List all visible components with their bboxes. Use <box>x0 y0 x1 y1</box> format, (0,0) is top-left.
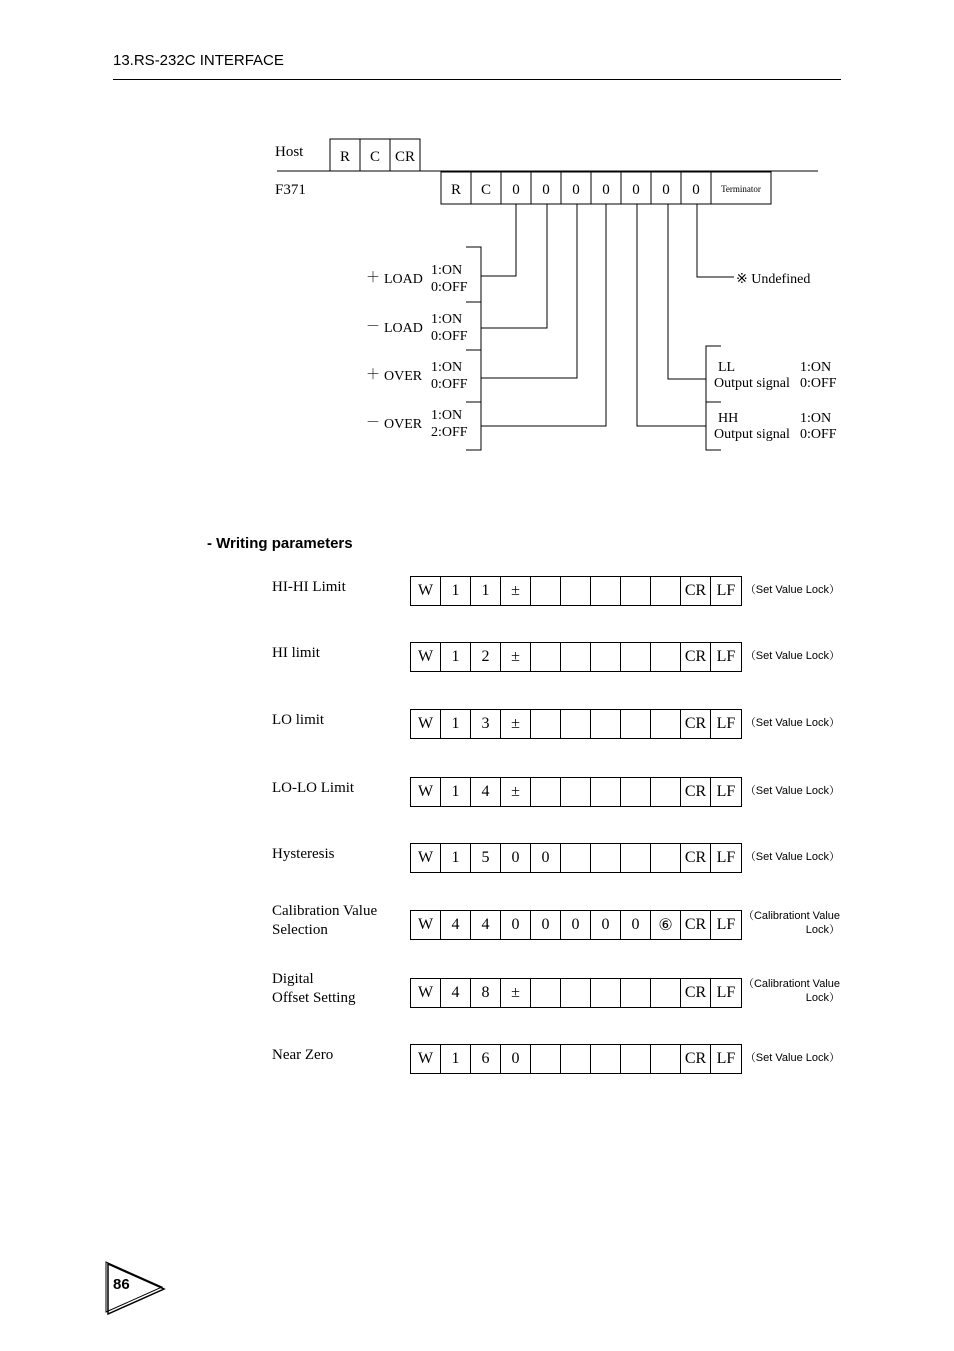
command-cell: W <box>411 577 441 605</box>
command-cell: 0 <box>591 911 621 939</box>
rc-command-diagram <box>0 0 954 520</box>
command-cell-row <box>410 978 742 1008</box>
command-cell <box>531 643 561 671</box>
left-item-sign: － <box>366 320 380 335</box>
command-cell <box>621 710 651 738</box>
row-label-line: Offset Setting <box>272 990 356 1006</box>
command-cell <box>651 979 681 1007</box>
command-cell <box>531 1045 561 1073</box>
connector-lines <box>466 204 734 450</box>
row-note <box>742 1051 840 1065</box>
command-cell <box>651 643 681 671</box>
row-note-line: （Set Value Lock） <box>744 650 840 662</box>
command-cell: LF <box>716 1050 736 1067</box>
command-cell <box>621 643 651 671</box>
command-cell <box>591 643 621 671</box>
command-cell: 4 <box>441 911 471 939</box>
row-label-line: Near Zero <box>272 1047 334 1063</box>
device-cells <box>441 172 771 204</box>
row-note-line: Lock） <box>805 924 840 936</box>
command-cell: LF <box>716 582 736 599</box>
command-cell-row <box>410 910 742 940</box>
bracket-left-1 <box>466 302 481 350</box>
connector-left-3 <box>481 204 606 426</box>
left-item-sign: － <box>366 416 380 431</box>
command-cell-row <box>410 709 742 739</box>
row-label <box>272 970 355 1008</box>
row-label-line: LO limit <box>272 712 325 728</box>
connector-undefined <box>697 204 734 277</box>
command-cell: 1 <box>441 577 471 605</box>
device-cell-text: R <box>450 182 462 198</box>
command-cell <box>561 1045 591 1073</box>
command-cell: W <box>411 979 441 1007</box>
terminator-label: Terminator <box>721 184 761 194</box>
command-cell: 3 <box>471 710 501 738</box>
command-cell <box>591 778 621 806</box>
command-cell: W <box>411 643 441 671</box>
right-item-sub: Output signal <box>714 427 790 442</box>
row-label-line: HI-HI Limit <box>272 579 346 595</box>
command-cell: 1 <box>441 778 471 806</box>
undefined-label: ※ Undefined <box>736 272 811 287</box>
command-cell: LF <box>716 916 736 933</box>
command-cell <box>621 1045 651 1073</box>
command-cell: 1 <box>471 577 501 605</box>
command-cell-row <box>410 777 742 807</box>
command-cell: ⑥ <box>651 911 681 939</box>
page-header-title: 13.RS-232C INTERFACE <box>113 52 284 69</box>
command-cell: CR <box>681 710 711 738</box>
command-cell: W <box>411 778 441 806</box>
row-note <box>742 850 840 864</box>
command-cell: LF <box>716 715 736 732</box>
command-cell-row <box>410 1044 742 1074</box>
command-cell: ± <box>501 979 531 1007</box>
row-label <box>272 711 324 730</box>
command-cell: 0 <box>621 911 651 939</box>
row-note-line: （Calibrationt Value <box>742 910 840 922</box>
command-cell: 1 <box>441 643 471 671</box>
row-note-line: Lock） <box>805 992 840 1004</box>
row-label <box>272 1046 333 1065</box>
command-cell: 0 <box>531 844 561 872</box>
command-cell: 6 <box>471 1045 501 1073</box>
command-cell <box>591 710 621 738</box>
command-cell <box>561 577 591 605</box>
right-item-off: 0:OFF <box>800 427 837 442</box>
command-cell <box>591 979 621 1007</box>
left-item-on: 1:ON <box>431 408 463 423</box>
command-cell <box>651 710 681 738</box>
row-note-line: （Set Value Lock） <box>744 1052 840 1064</box>
command-cell: 4 <box>441 979 471 1007</box>
command-cell: 0 <box>501 844 531 872</box>
command-cell-row <box>410 843 742 873</box>
command-cell <box>531 710 561 738</box>
device-cell-text: 0 <box>602 182 610 198</box>
command-cell <box>561 710 591 738</box>
right-item-name: LL <box>718 360 736 375</box>
command-cell: W <box>411 710 441 738</box>
row-note <box>742 909 840 937</box>
command-cell <box>591 1045 621 1073</box>
bracket-left-0 <box>466 247 481 302</box>
row-label-line: HI limit <box>272 645 320 661</box>
device-cell-text: 0 <box>662 182 670 198</box>
row-label <box>272 779 354 798</box>
command-cell: LF <box>716 648 736 665</box>
left-item-name: LOAD <box>384 321 423 336</box>
command-cell <box>561 844 591 872</box>
left-item-name: LOAD <box>384 272 423 287</box>
left-item-on: 1:ON <box>431 263 463 278</box>
command-cell <box>651 778 681 806</box>
row-note <box>742 716 840 730</box>
left-item-off: 0:OFF <box>431 280 468 295</box>
left-item-off: 0:OFF <box>431 377 468 392</box>
command-cell: CR <box>681 911 711 939</box>
left-item-sign: ＋ <box>366 271 380 286</box>
left-item-name: OVER <box>384 417 423 432</box>
row-label-line: Digital <box>272 971 314 987</box>
command-cell <box>651 1045 681 1073</box>
command-cell <box>531 979 561 1007</box>
row-note-line: （Set Value Lock） <box>744 584 840 596</box>
left-item-off: 0:OFF <box>431 329 468 344</box>
command-cell <box>561 979 591 1007</box>
command-cell: ± <box>501 577 531 605</box>
right-item-on: 1:ON <box>800 360 832 375</box>
command-cell: 0 <box>501 1045 531 1073</box>
command-cell: W <box>411 844 441 872</box>
device-cell-text: 0 <box>512 182 520 198</box>
row-label <box>272 578 346 597</box>
command-cell <box>591 577 621 605</box>
right-status-items <box>714 360 837 442</box>
connector-left-1 <box>481 204 547 328</box>
row-label-line: Calibration Value <box>272 903 378 919</box>
left-item-on: 1:ON <box>431 360 463 375</box>
command-cell: 1 <box>441 710 471 738</box>
command-cell: 4 <box>471 911 501 939</box>
bracket-left-3 <box>466 402 481 450</box>
left-item-sign: ＋ <box>366 368 380 383</box>
device-cell-text: 0 <box>572 182 580 198</box>
host-cells <box>330 139 420 171</box>
host-cell-text: R <box>339 149 351 165</box>
command-cell: 0 <box>561 911 591 939</box>
command-cell: 4 <box>471 778 501 806</box>
host-cell-text: C <box>369 149 381 165</box>
command-cell: CR <box>681 577 711 605</box>
command-cell: CR <box>681 643 711 671</box>
right-item-name: HH <box>718 411 739 426</box>
command-cell: CR <box>681 844 711 872</box>
right-item-off: 0:OFF <box>800 376 837 391</box>
command-cell: ± <box>501 643 531 671</box>
command-cell: 2 <box>471 643 501 671</box>
left-status-items <box>366 263 468 440</box>
row-note-line: （Set Value Lock） <box>744 851 840 863</box>
command-cell: CR <box>681 1045 711 1073</box>
device-cell-text: C <box>480 182 492 198</box>
device-cell-text: 0 <box>692 182 700 198</box>
device-cell-text: 0 <box>632 182 640 198</box>
connector-left-2 <box>481 204 577 378</box>
command-cell <box>531 778 561 806</box>
bracket-left-2 <box>466 350 481 402</box>
row-note <box>742 977 840 1005</box>
command-cell <box>561 778 591 806</box>
left-item-off: 2:OFF <box>431 425 468 440</box>
command-cell: 8 <box>471 979 501 1007</box>
left-item-on: 1:ON <box>431 312 463 327</box>
command-cell: 5 <box>471 844 501 872</box>
command-cell: W <box>411 911 441 939</box>
connector-hh <box>637 204 706 426</box>
command-cell <box>621 577 651 605</box>
row-label-line: Hysteresis <box>272 846 335 862</box>
connector-ll <box>668 204 706 379</box>
device-label: F371 <box>275 182 306 198</box>
row-label <box>272 845 335 864</box>
command-cell: CR <box>681 979 711 1007</box>
command-cell-row <box>410 576 742 606</box>
command-cell: CR <box>681 778 711 806</box>
command-cell: ± <box>501 778 531 806</box>
host-cell-text: CR <box>394 149 416 165</box>
row-note <box>742 784 840 798</box>
command-cell-row <box>410 642 742 672</box>
command-cell: W <box>411 1045 441 1073</box>
command-cell: 0 <box>531 911 561 939</box>
row-note-line: （Set Value Lock） <box>744 717 840 729</box>
command-cell <box>621 778 651 806</box>
device-cell-text: 0 <box>542 182 550 198</box>
command-cell: 1 <box>441 844 471 872</box>
command-cell: LF <box>716 783 736 800</box>
row-label-line: Selection <box>272 922 328 938</box>
command-cell <box>531 577 561 605</box>
writing-parameters-title: - Writing parameters <box>207 535 353 552</box>
command-cell: LF <box>716 984 736 1001</box>
right-item-on: 1:ON <box>800 411 832 426</box>
host-label: Host <box>275 144 304 160</box>
command-cell <box>561 643 591 671</box>
command-cell <box>651 577 681 605</box>
row-label <box>272 644 320 663</box>
row-label-line: LO-LO Limit <box>272 780 355 796</box>
row-note <box>742 649 840 663</box>
row-note-line: （Set Value Lock） <box>744 785 840 797</box>
command-cell <box>591 844 621 872</box>
left-item-name: OVER <box>384 369 423 384</box>
command-cell <box>621 844 651 872</box>
command-cell: ± <box>501 710 531 738</box>
command-cell <box>621 979 651 1007</box>
row-note <box>742 583 840 597</box>
bracket-right-hh <box>706 402 721 450</box>
connector-left-0 <box>481 204 516 276</box>
command-cell <box>651 844 681 872</box>
right-item-sub: Output signal <box>714 376 790 391</box>
command-cell: 0 <box>501 911 531 939</box>
row-note-line: （Calibrationt Value <box>742 978 840 990</box>
row-label <box>272 902 377 940</box>
page-number: 86 <box>113 1276 130 1293</box>
command-cell: LF <box>716 849 736 866</box>
command-cell: 1 <box>441 1045 471 1073</box>
